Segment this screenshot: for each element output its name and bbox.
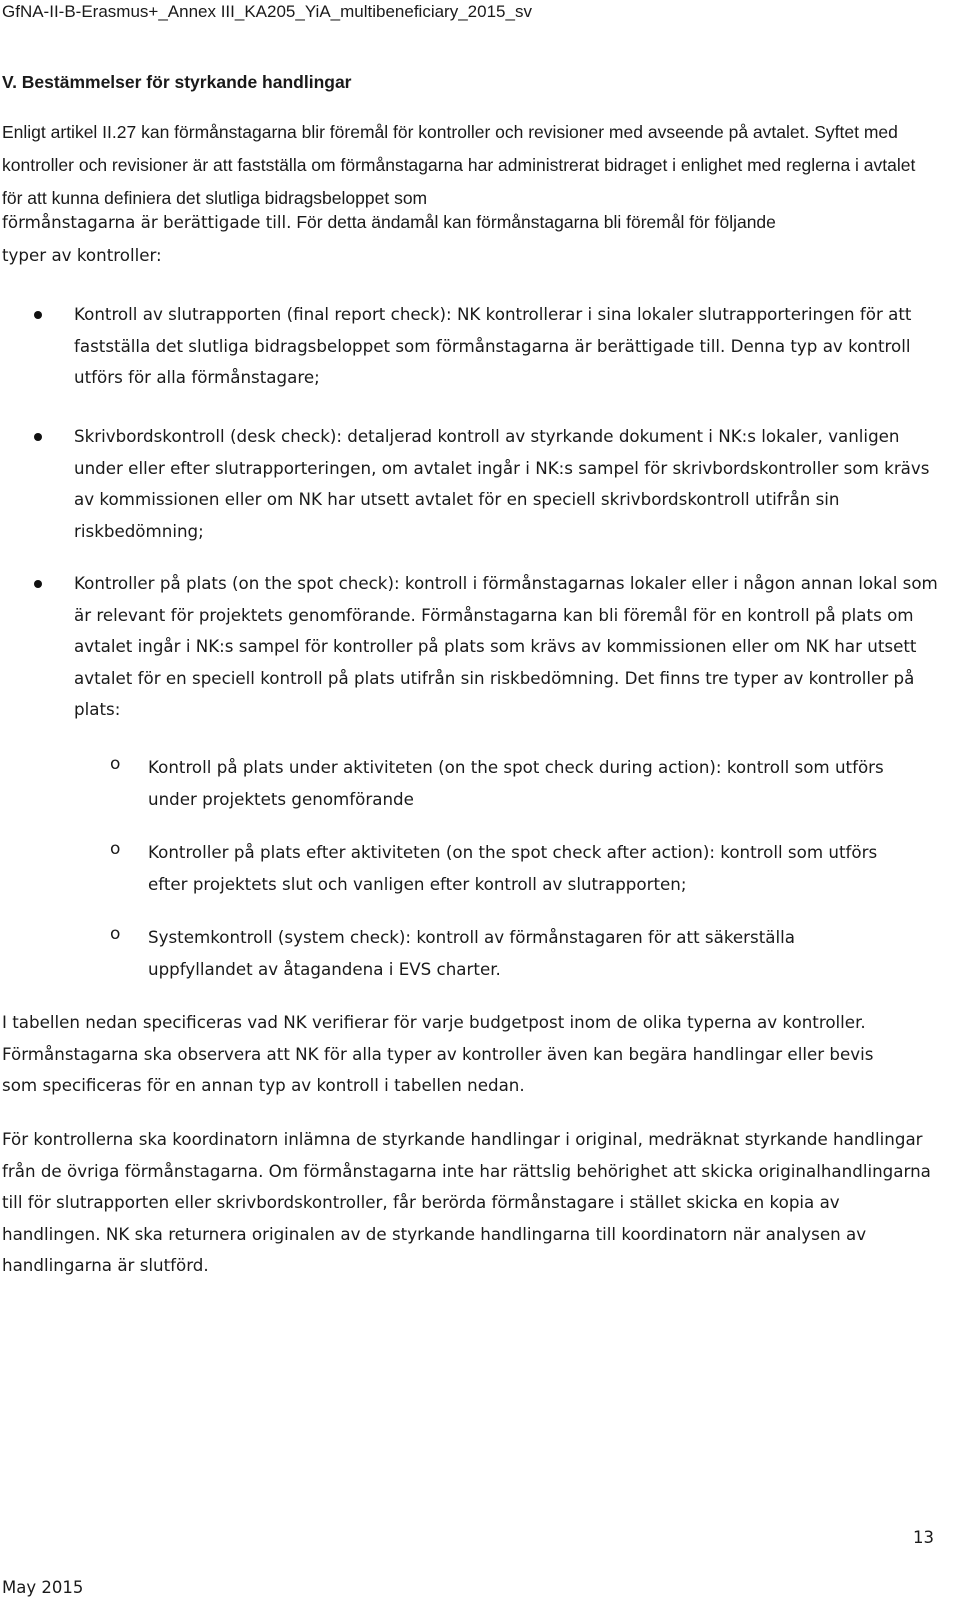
document-id-header: GfNA-II-B-Erasmus+_Annex III_KA205_YiA_multibeneficiary_2015_sv — [2, 2, 532, 21]
sub-bullet-after-action: Kontroller på plats efter aktiviteten (on the spot check after action): kontroll som utförs efter projektets slut och vanligen efter kontroll av slutrapporten; — [148, 842, 878, 894]
bullet-dot — [34, 311, 42, 319]
bullet-dot — [34, 580, 42, 588]
sub-bullet-marker: o — [110, 754, 121, 774]
intro-text-calibri: förmånstagarna är berättigade till. — [2, 212, 292, 232]
footer-date: May 2015 — [2, 1578, 84, 1597]
bullet-item-desk-check: Skrivbordskontroll (desk check): detaljerad kontroll av styrkande dokument i NK:s lokaler, vanligen under eller efter slutrapporteringen, om avtalet ingår i NK:s sampel för skrivbordskontroller som krävs av kommissionen eller om NK har utsett avtalet för en speciell skrivbordskontroll utifrån sin riskbedömning; — [74, 426, 930, 541]
section-heading: V. Bestämmelser för styrkande handlingar — [2, 72, 352, 92]
intro-paragraph: Enligt artikel II.27 kan förmånstagarna blir föremål för kontroller och revisioner med avseende på avtalet. Syftet med kontroller och revisioner är att fastställa om förmånstagarna har administrerat bidraget i enlighet med reglerna i avtalet för att kunna definiera det slutliga bidragsbeloppet som — [2, 122, 916, 208]
sub-bullet-during-action: Kontroll på plats under aktiviteten (on the spot check during action): kontroll som utförs under projektets genomförande — [148, 757, 884, 809]
intro-text-arial: För detta ändamål kan förmånstagarna bli föremål för följande — [291, 212, 776, 232]
bullet-dot — [34, 433, 42, 441]
intro-line-mixed — [2, 212, 776, 233]
sub-bullet-marker: o — [110, 924, 121, 944]
paragraph-table-intro: I tabellen nedan specificeras vad NK verifierar för varje budgetpost inom de olika typerna av kontroller. Förmånstagarna ska observera att NK för alla typer av kontroller även kan begära handlingar eller bevis som specificeras för en annan typ av kontroll i tabellen nedan. — [2, 1012, 874, 1095]
intro-line-last: typer av kontroller: — [2, 245, 162, 265]
paragraph-coordinator: För kontrollerna ska koordinatorn inlämna de styrkande handlingar i original, medräknat styrkande handlingar från de övriga förmånstagarna. Om förmånstagarna inte har rättslig behörighet att skicka originalhandlingarna till för slutrapporten eller skrivbordskontroller, får berörda förmånstagare i stället skicka en kopia av handlingen. NK ska returnera originalen av de styrkande handlingarna till koordinatorn när analysen av handlingarna är slutförd. — [2, 1129, 931, 1275]
bullet-item-final-report: Kontroll av slutrapporten (final report check): NK kontrollerar i sina lokaler slutrapporteringen för att fastställa det slutliga bidragsbeloppet som förmånstagarna är berättigade till. Denna typ av kontroll utförs för alla förmånstagare; — [74, 304, 912, 387]
bullet-item-on-the-spot: Kontroller på plats (on the spot check): kontroll i förmånstagarnas lokaler eller i någon annan lokal som är relevant för projektets genomförande. Förmånstagarna kan bli föremål för en kontroll på plats om avtalet ingår i NK:s sampel för kontroller på plats som krävs av kommissionen eller om NK har utsett avtalet för en speciell kontroll på plats utifrån sin riskbedömning. Det finns tre typer av kontroller på plats: — [74, 573, 938, 719]
page-number: 13 — [913, 1528, 934, 1547]
sub-bullet-system-check: Systemkontroll (system check): kontroll av förmånstagaren för att säkerställa uppfyllandet av åtagandena i EVS charter. — [148, 927, 796, 979]
sub-bullet-marker: o — [110, 839, 121, 859]
